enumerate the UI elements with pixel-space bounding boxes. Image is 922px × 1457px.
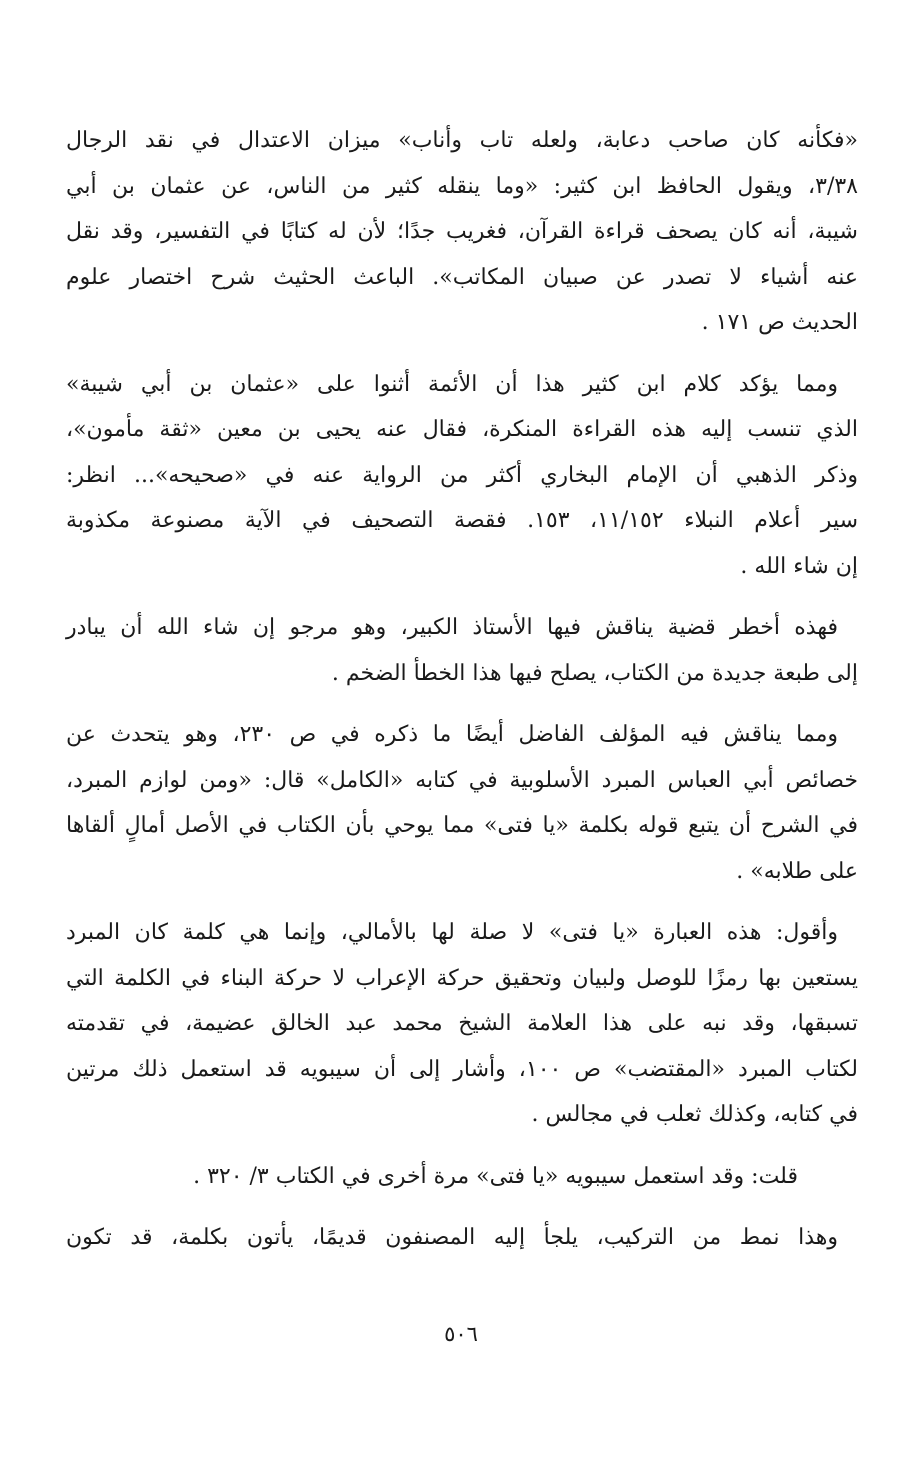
text-line: وذكر الذهبي أن الإمام البخاري أكثر من الرواية عنه في «صحيحه»... انظر:	[66, 462, 858, 488]
paragraph-3	[66, 605, 858, 696]
page-body	[66, 118, 858, 1277]
text-line: الذي تنسب إليه هذه القراءة المنكرة، فقال عنه يحيى بن معين «ثقة مأمون»،	[66, 417, 858, 442]
page-number: ٥٠٦	[444, 1322, 478, 1346]
paragraph-1	[66, 118, 858, 346]
text-line: لكتاب المبرد «المقتضب» ص ١٠٠، وأشار إلى أن سيبويه قد استعمل ذلك مرتين	[66, 1056, 858, 1082]
paragraph-6	[66, 1154, 858, 1200]
text-line: سير أعلام النبلاء ١١/١٥٢، ١٥٣. فقصة التصحيف في الآية مصنوعة مكذوبة	[66, 508, 859, 533]
text-line: في الشرح أن يتبع قوله بكلمة «يا فتى» مما يوحي بأن الكتاب في الأصل أمالٍ ألقاها	[66, 813, 858, 838]
text-line: إلى طبعة جديدة من الكتاب، يصلح فيها هذا الخطأ الضخم .	[331, 660, 858, 686]
text-line: شيبة، أنه كان يصحف قراءة القرآن، فغريب جدًا؛ لأن له كتابًا في التفسير، وقد نقل	[66, 219, 858, 244]
text-line: فهذه أخطر قضية يناقش فيها الأستاذ الكبير، وهو مرجو إن شاء الله أن يبادر	[66, 615, 838, 640]
text-line: تسبقها، وقد نبه على هذا العلامة الشيخ محمد عبد الخالق عضيمة، في تقدمته	[66, 1011, 858, 1036]
text-line: على طلابه» .	[736, 858, 858, 884]
text-line: وهذا نمط من التركيب، يلجأ إليه المصنفون قديمًا، يأتون بكلمة، قد تكون	[66, 1225, 838, 1250]
text-line: في كتابه، وكذلك ثعلب في مجالس .	[531, 1102, 858, 1127]
text-line: خصائص أبي العباس المبرد الأسلوبية في كتابه «الكامل» قال: «ومن لوازم المبرد،	[66, 767, 858, 793]
paragraph-2	[66, 362, 858, 590]
paragraph-5	[66, 910, 858, 1138]
text-line: الحديث ص ١٧١ .	[701, 310, 858, 335]
text-line: يستعين بها رمزًا للوصل ولبيان وتحقيق حركة الإعراب لا حركة البناء في الكلمة التي	[66, 965, 859, 991]
text-line: «فكأنه كان صاحب دعابة، ولعله تاب وأناب» ميزان الاعتدال في نقد الرجال	[66, 128, 858, 153]
text-line: ومما يؤكد كلام ابن كثير هذا أن الأئمة أثنوا على «عثمان بن أبي شيبة»	[66, 371, 838, 397]
text-line: عنه أشياء لا تصدر عن صبيان المكاتب». الباعث الحثيث شرح اختصار علوم	[66, 264, 858, 290]
paragraph-4	[66, 712, 858, 894]
text-line: إن شاء الله .	[740, 553, 858, 579]
paragraph-7	[66, 1215, 858, 1261]
text-line: ومما يناقش فيه المؤلف الفاضل أيضًا ما ذكره في ص ٢٣٠، وهو يتحدث عن	[66, 722, 838, 747]
text-line: وأقول: هذه العبارة «يا فتى» لا صلة لها بالأمالي، وإنما هي كلمة كان المبرد	[66, 920, 838, 945]
text-line: ٣/٣٨، ويقول الحافظ ابن كثير: «وما ينقله كثير من الناس، عن عثمان بن أبي	[66, 173, 859, 199]
text-line: قلت: وقد استعمل سيبويه «يا فتى» مرة أخرى في الكتاب ٣/ ٣٢٠ .	[193, 1163, 798, 1189]
